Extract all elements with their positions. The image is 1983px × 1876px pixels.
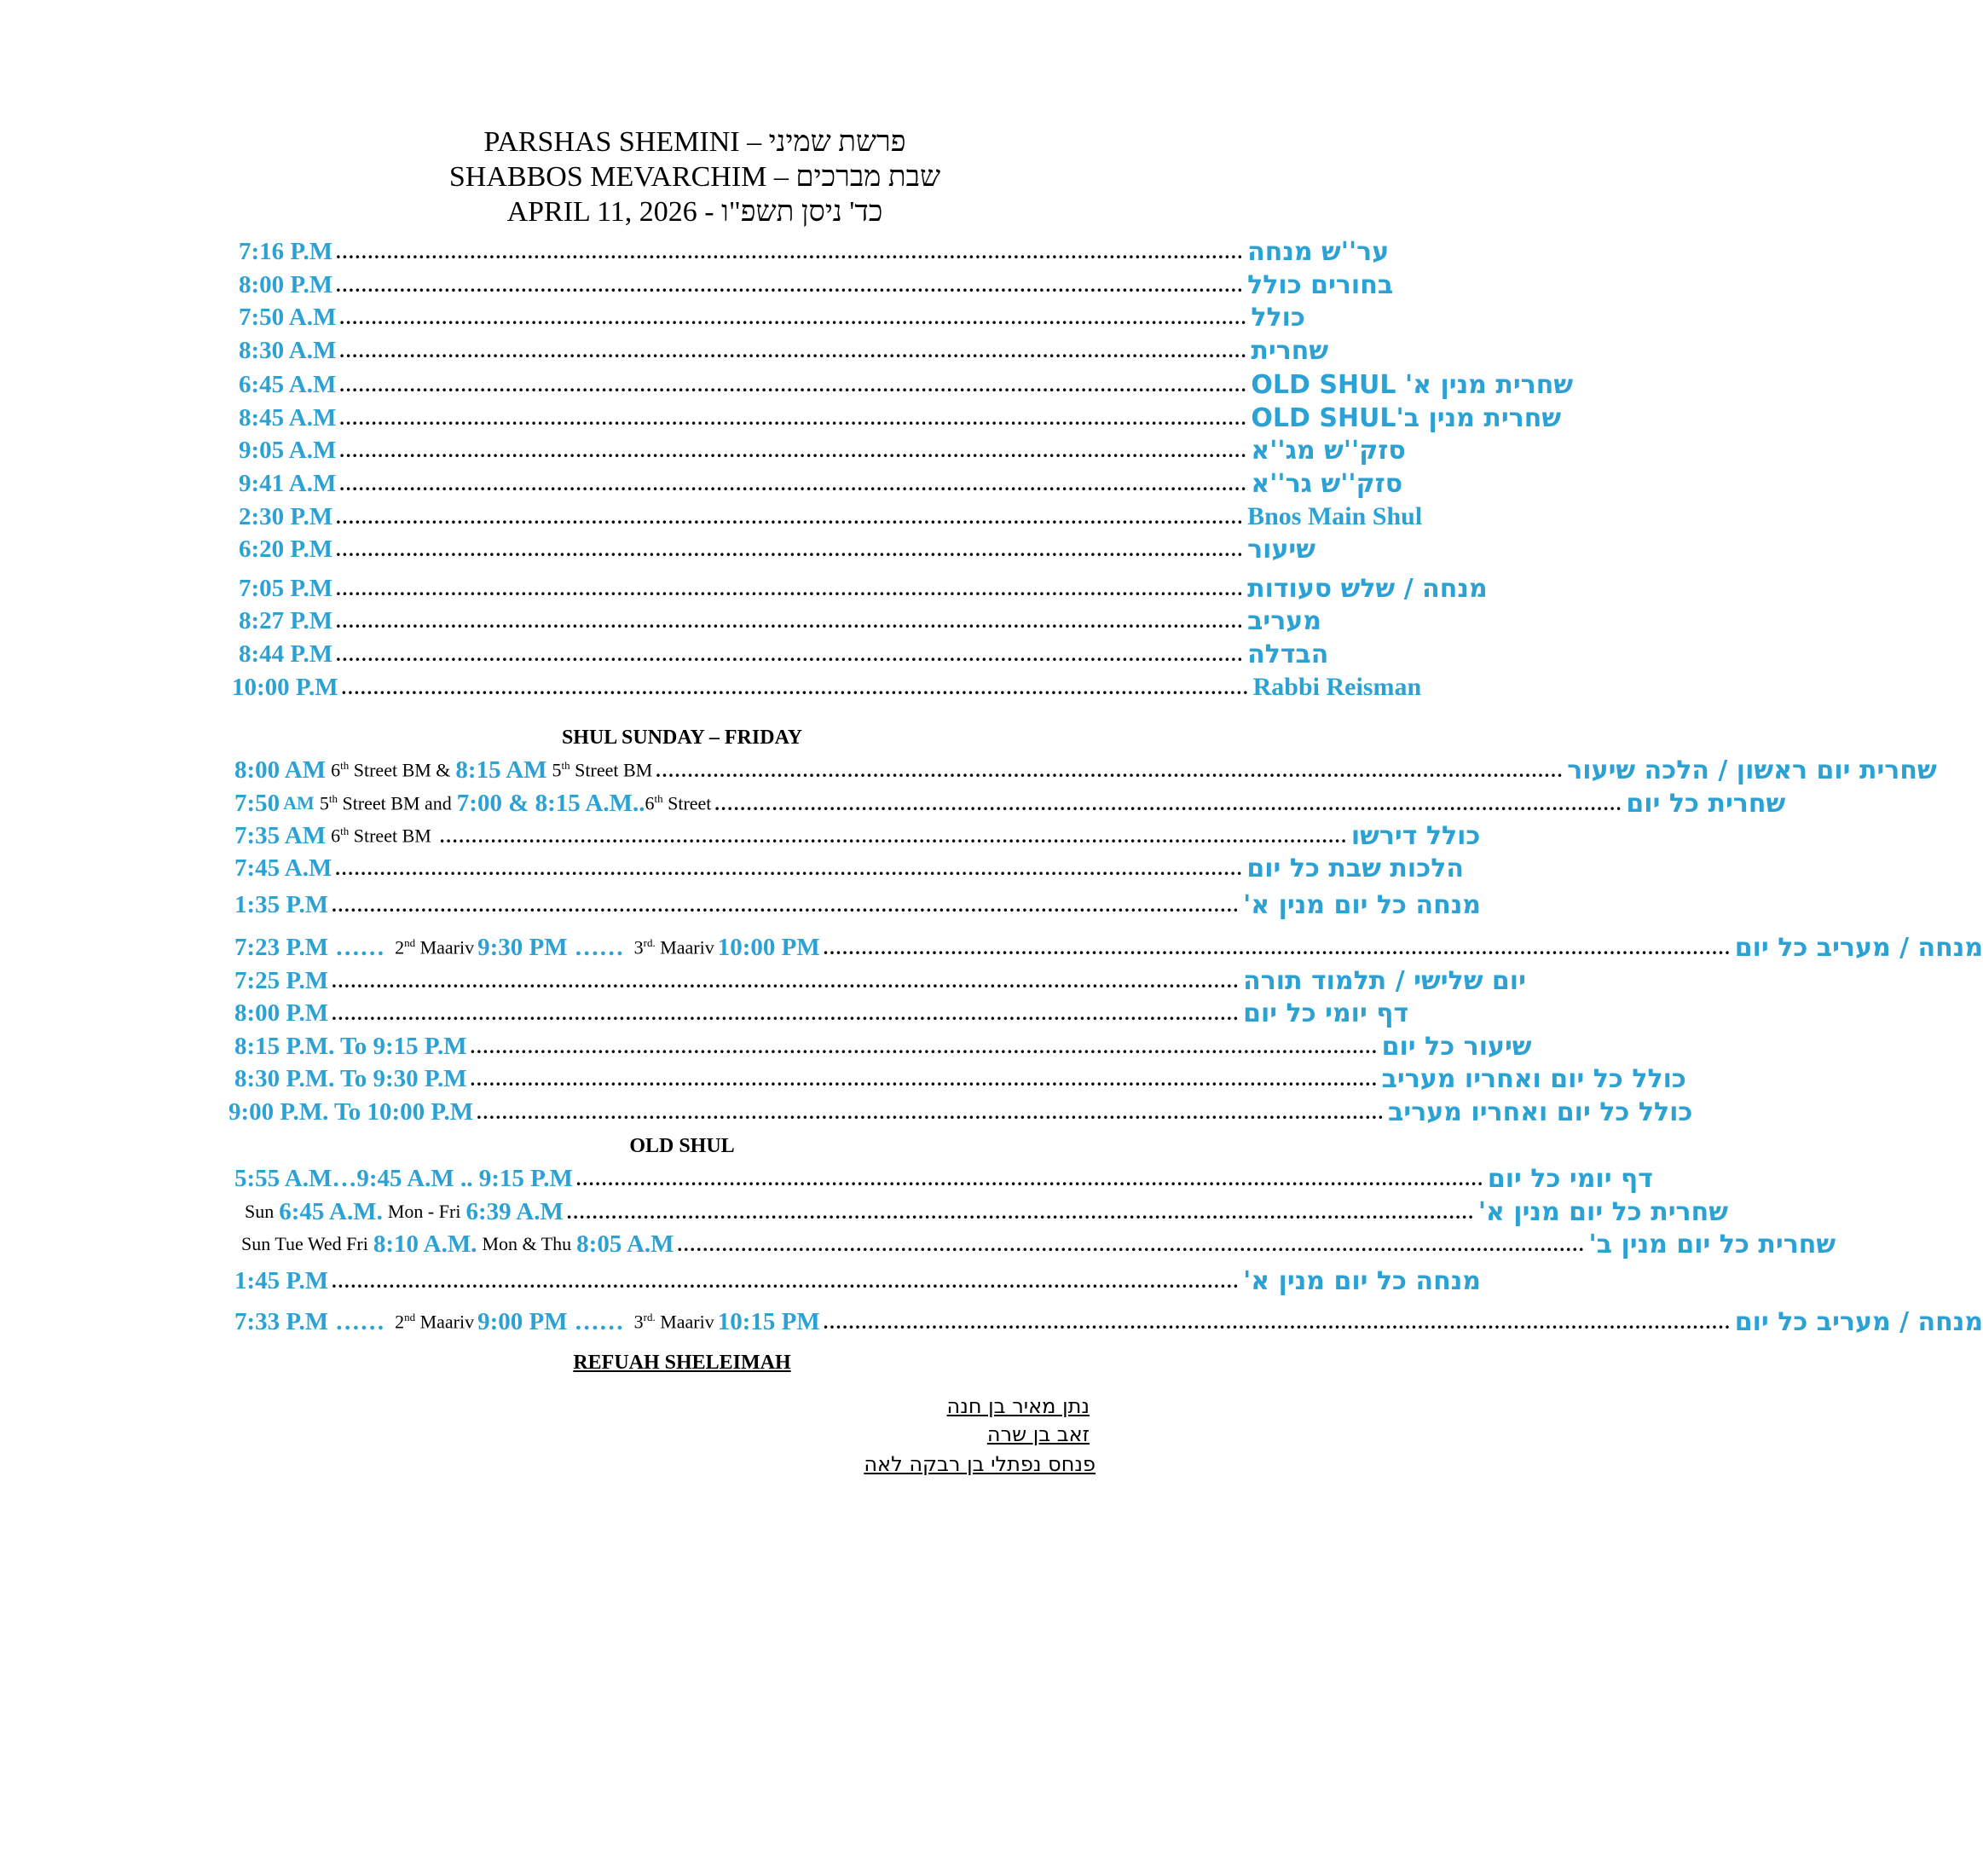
row-label: שחרית כל יום מנין א' bbox=[1477, 1196, 1728, 1227]
row-time: 7:33 P.M bbox=[234, 1307, 329, 1335]
leader-dots: .............................................................................................................................................. bbox=[823, 1311, 1732, 1333]
header-parsha: PARSHAS SHEMINI – פרשת שמיני bbox=[483, 126, 906, 158]
row-label: כולל דירשו bbox=[1350, 820, 1481, 851]
row-time: 9:00 P.M. To 10:00 P.M bbox=[228, 1097, 474, 1126]
row-time: 8:27 P.M bbox=[239, 606, 333, 634]
row-label: מנחה / מעריב כל יום bbox=[1734, 1306, 1983, 1337]
row-time: 6:20 P.M bbox=[239, 535, 333, 563]
row-label: כולל bbox=[1251, 302, 1305, 333]
leader-dots: .............................................................................................................................................. bbox=[336, 275, 1245, 296]
row-time: 7:00 & 8:15 A.M.. bbox=[456, 789, 645, 817]
refuah-name: זאב בן שרה bbox=[986, 1422, 1090, 1446]
leader-dots: .............................................................................................................................................. bbox=[332, 970, 1240, 992]
schedule-row bbox=[239, 532, 1316, 566]
row-time: 7:23 P.M bbox=[234, 933, 329, 961]
schedule-row bbox=[234, 1264, 1482, 1298]
row-time: 1:35 P.M bbox=[234, 890, 329, 918]
row-time: 10:00 P.M bbox=[232, 673, 338, 701]
row-time: 5:55 A.M…9:45 A.M .. 9:15 P.M bbox=[234, 1164, 573, 1192]
schedule-row bbox=[234, 786, 1786, 820]
leader-dots: .............................................................................................................................................. bbox=[339, 408, 1248, 429]
row-time: 10:15 PM bbox=[717, 1307, 820, 1335]
leader-dots: .............................................................................................................................................. bbox=[332, 1271, 1240, 1292]
row-label: הבדלה bbox=[1247, 639, 1329, 669]
schedule-row bbox=[234, 851, 1464, 885]
separator-dots: …… bbox=[574, 1307, 624, 1335]
location-note: 5th Street BM and bbox=[319, 791, 452, 814]
leader-dots: .............................................................................................................................................. bbox=[714, 793, 1623, 814]
leader-dots: .............................................................................................................................................. bbox=[677, 1234, 1586, 1255]
schedule-row bbox=[239, 368, 1574, 402]
separator-dots: …… bbox=[574, 933, 624, 961]
schedule-row bbox=[234, 819, 1481, 853]
leader-dots: .............................................................................................................................................. bbox=[332, 1003, 1240, 1024]
schedule-row bbox=[234, 1029, 1532, 1063]
row-label: Rabbi Reisman bbox=[1252, 673, 1422, 701]
row-time: 8:00 P.M bbox=[239, 270, 333, 298]
leader-dots: .............................................................................................................................................. bbox=[336, 507, 1245, 528]
row-time: 7:45 A.M bbox=[234, 854, 332, 882]
row-time: 6:39 A.M bbox=[465, 1197, 564, 1225]
separator-dots: …… bbox=[335, 933, 385, 961]
row-time: 8:44 P.M bbox=[239, 640, 333, 668]
row-time: 8:30 P.M. To 9:30 P.M bbox=[234, 1064, 467, 1092]
row-label: סזק''ש גר''א bbox=[1251, 468, 1403, 499]
maariv-note: 2nd Maariv bbox=[395, 1310, 475, 1333]
row-label: סזק''ש מג''א bbox=[1251, 435, 1406, 466]
schedule-row bbox=[234, 1305, 1983, 1339]
row-time: 8:45 A.M bbox=[239, 403, 337, 431]
row-time: 1:45 P.M bbox=[234, 1266, 329, 1294]
row-label: מנחה / שלש סעודות bbox=[1247, 573, 1488, 604]
schedule-row bbox=[239, 333, 1329, 368]
header-date: APRIL 11, 2026 - כד' ניסן תשפ"ו bbox=[506, 196, 883, 228]
schedule-row bbox=[234, 888, 1482, 922]
row-time: 7:05 P.M bbox=[239, 574, 333, 602]
leader-dots: .............................................................................................................................................. bbox=[339, 473, 1248, 495]
schedule-row bbox=[234, 1062, 1686, 1096]
leader-dots: .............................................................................................................................................. bbox=[332, 895, 1240, 916]
row-time: 8:05 A.M bbox=[576, 1230, 674, 1258]
leader-dots: .............................................................................................................................................. bbox=[336, 611, 1245, 632]
row-label: דף יומי כל יום bbox=[1243, 998, 1409, 1028]
row-time: 2:30 P.M bbox=[239, 502, 333, 530]
row-label: מנחה כל יום מנין א' bbox=[1243, 1265, 1482, 1296]
leader-dots: .............................................................................................................................................. bbox=[335, 858, 1244, 879]
schedule-row bbox=[239, 300, 1305, 334]
row-label: מנחה כל יום מנין א' bbox=[1243, 889, 1482, 920]
schedule-row bbox=[239, 401, 1562, 435]
schedule-row bbox=[234, 964, 1526, 998]
leader-dots: .............................................................................................................................................. bbox=[341, 677, 1250, 698]
row-time: 8:00 AM bbox=[234, 756, 327, 784]
maariv-note: $3^{rd.}$ Maariv bbox=[633, 935, 714, 958]
row-label: Bnos Main Shul bbox=[1247, 502, 1423, 530]
maariv-note: $3^{rd.}$ Maariv bbox=[633, 1310, 714, 1333]
leader-dots: .............................................................................................................................................. bbox=[575, 1168, 1484, 1190]
section-title-old-shul: OLD SHUL bbox=[629, 1135, 735, 1157]
maariv-note: 2nd Maariv bbox=[395, 935, 475, 958]
schedule-row bbox=[234, 1195, 1728, 1229]
row-time: 7:50 A.M bbox=[239, 303, 337, 331]
leader-dots: .............................................................................................................................................. bbox=[470, 1036, 1379, 1057]
row-time: 10:00 PM bbox=[717, 933, 820, 961]
leader-dots: .............................................................................................................................................. bbox=[470, 1068, 1379, 1090]
leader-dots: .............................................................................................................................................. bbox=[823, 937, 1732, 958]
leader-dots: .............................................................................................................................................. bbox=[477, 1102, 1385, 1123]
refuah-name: נתן מאיר בן חנה bbox=[946, 1394, 1090, 1418]
row-time: 6:45 A.M. bbox=[279, 1197, 383, 1225]
row-time: AM bbox=[283, 792, 315, 814]
location-note: 6th Street BM & bbox=[331, 758, 451, 781]
row-time: 7:25 P.M bbox=[234, 966, 329, 994]
row-time: 8:30 A.M bbox=[239, 336, 337, 364]
row-label: שחרית כל יום מנין ב' bbox=[1588, 1229, 1836, 1259]
section-title-weekday: SHUL SUNDAY – FRIDAY bbox=[561, 727, 803, 749]
row-label: בחורים כולל bbox=[1247, 269, 1394, 300]
leader-dots: .............................................................................................................................................. bbox=[336, 644, 1245, 665]
row-label: מנחה / מעריב כל יום bbox=[1734, 932, 1983, 963]
header-shabbos: SHABBOS MEVARCHIM – שבת מברכים bbox=[448, 161, 941, 193]
day-note: Mon - Fri bbox=[387, 1201, 461, 1222]
schedule-row bbox=[239, 268, 1394, 302]
day-note: Sun bbox=[245, 1201, 275, 1222]
separator-dots: …… bbox=[335, 1307, 385, 1335]
refuah-name: פנחס נפתלי בן רבקה לאה bbox=[864, 1452, 1096, 1476]
schedule-row bbox=[239, 500, 1423, 534]
leader-dots: .............................................................................................................................................. bbox=[339, 307, 1248, 328]
leader-dots: .............................................................................................................................................. bbox=[566, 1201, 1475, 1223]
schedule-row bbox=[239, 637, 1329, 671]
row-label: כולל כל יום ואחריו מעריב bbox=[1381, 1063, 1686, 1094]
leader-dots: .............................................................................................................................................. bbox=[339, 340, 1248, 362]
row-label: דף יומי כל יום bbox=[1487, 1163, 1653, 1194]
leader-dots: .............................................................................................................................................. bbox=[336, 539, 1245, 560]
refuah-title: REFUAH SHELEIMAH bbox=[573, 1352, 791, 1374]
row-time: 7:50 bbox=[234, 789, 280, 817]
row-label: שיעור bbox=[1247, 534, 1316, 565]
row-label: שחרית יום ראשון / הלכה שיעור bbox=[1567, 755, 1937, 785]
leader-dots: .............................................................................................................................................. bbox=[336, 578, 1245, 599]
schedule-row bbox=[232, 670, 1422, 704]
schedule-row bbox=[234, 753, 1937, 787]
row-label: שחרית bbox=[1251, 335, 1329, 366]
schedule-row bbox=[239, 571, 1488, 605]
schedule-row bbox=[234, 996, 1409, 1030]
location-note: 5th Street BM bbox=[552, 758, 653, 781]
row-label: שחרית מנין ב'OLD SHUL bbox=[1251, 402, 1562, 433]
row-label: יום שלישי / תלמוד תורה bbox=[1243, 965, 1526, 996]
leader-dots: .............................................................................................................................................. bbox=[656, 760, 1564, 781]
day-note: Sun Tue Wed Fri bbox=[241, 1233, 368, 1254]
schedule-row bbox=[239, 433, 1406, 467]
row-time: 8:10 A.M. bbox=[373, 1230, 477, 1258]
row-time: 6:45 A.M bbox=[239, 370, 337, 398]
leader-dots: .............................................................................................................................................. bbox=[439, 825, 1348, 847]
row-label: הלכות שבת כל יום bbox=[1246, 853, 1464, 883]
row-label: מעריב bbox=[1247, 605, 1321, 636]
location-note: 6th Street BM bbox=[331, 824, 431, 847]
schedule-row bbox=[239, 234, 1390, 269]
row-time: 8:00 P.M bbox=[234, 999, 329, 1027]
day-note: Mon & Thu bbox=[482, 1233, 572, 1254]
row-label: שיעור כל יום bbox=[1381, 1031, 1532, 1062]
schedule-row bbox=[234, 930, 1983, 964]
row-time: 8:15 P.M. To 9:15 P.M bbox=[234, 1032, 467, 1060]
row-time: 9:30 PM bbox=[477, 933, 568, 961]
row-time: 7:16 P.M bbox=[239, 237, 333, 265]
row-label: שחרית מנין א' OLD SHUL bbox=[1251, 369, 1574, 400]
row-time: 9:41 A.M bbox=[239, 469, 337, 497]
row-time: 8:15 AM bbox=[455, 756, 547, 784]
row-time: 7:35 AM bbox=[234, 821, 327, 849]
schedule-row bbox=[234, 1227, 1836, 1261]
row-label: שחרית כל יום bbox=[1626, 788, 1786, 819]
leader-dots: .............................................................................................................................................. bbox=[339, 440, 1248, 461]
schedule-row bbox=[239, 466, 1403, 501]
schedule-row bbox=[234, 1161, 1653, 1196]
row-label: ער''ש מנחה bbox=[1247, 236, 1390, 267]
row-label: כולל כל יום ואחריו מעריב bbox=[1388, 1097, 1693, 1127]
location-note: 6th Street bbox=[645, 791, 712, 814]
leader-dots: .............................................................................................................................................. bbox=[339, 374, 1248, 396]
leader-dots: .............................................................................................................................................. bbox=[336, 241, 1245, 263]
schedule-row bbox=[239, 604, 1321, 638]
schedule-row bbox=[228, 1095, 1693, 1129]
row-time: 9:05 A.M bbox=[239, 436, 337, 464]
row-time: 9:00 PM bbox=[477, 1307, 568, 1335]
